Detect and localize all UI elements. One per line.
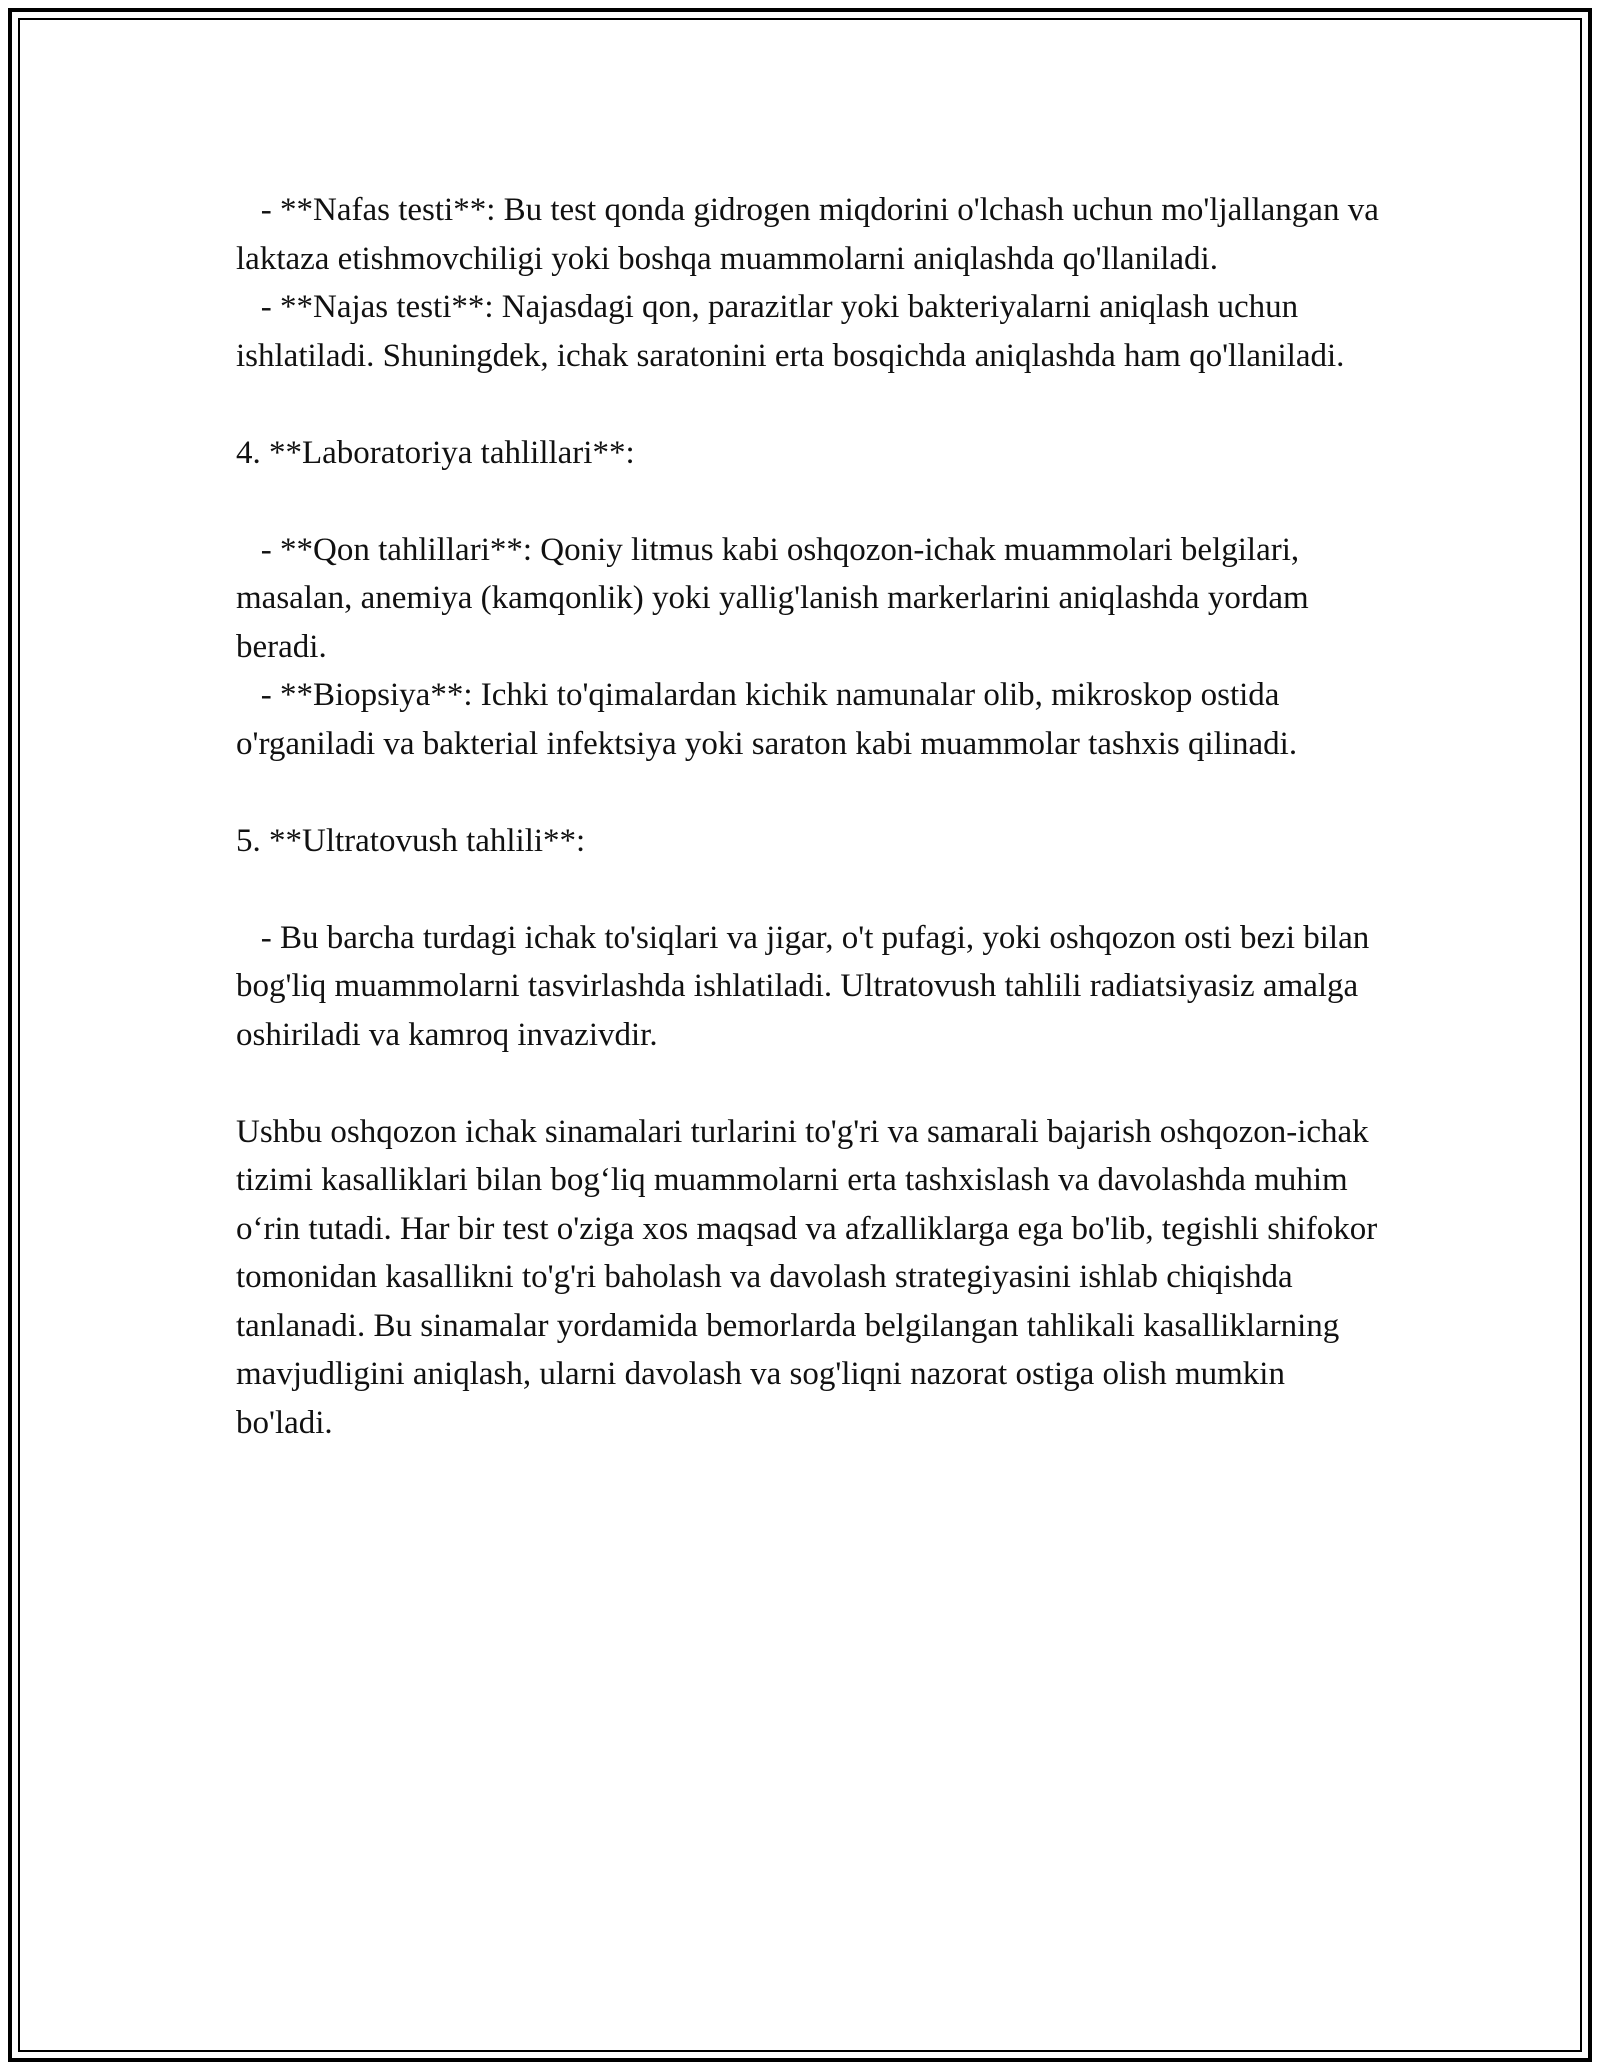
paragraph-qon-tahlillari: - **Qon tahlillari**: Qoniy litmus kabi oshqozon-ichak muammolari belgilari, masalan, anemiya (kamqonlik) yoki yallig'lanish markerlarini aniqlashda yordam beradi. [236,531,1317,665]
spacer [236,1059,1386,1108]
spacer [236,768,1386,817]
paragraph-conclusion: Ushbu oshqozon ichak sinamalari turlarini to'g'ri va samarali bajarish oshqozon-ichak tizimi kasalliklari bilan bog‘liq muammolarni erta tashxislash va davolashda muhim o‘rin tutadi. Har bir test o'ziga xos maqsad va afzalliklarga ega bo'lib, tegishli shifokor tomonidan kasallikni to'g'ri baholash va davolash strategiyasini ishlab chiqishda tanlanadi. Bu sinamalar yordamida bemorlarda belgilangan tahlikali kasalliklarning mavjudligini aniqlash, ularni davolash va sog'liqni nazorat ostiga olish mumkin bo'ladi. [236,1113,1386,1441]
spacer [236,477,1386,526]
paragraph-biopsiya: - **Biopsiya**: Ichki to'qimalardan kichik namunalar olib, mikroskop ostida o'rganiladi va bakterial infektsiya yoki saraton kabi muammolar tashxis qilinadi. [236,677,1298,762]
document-body [236,186,1386,1447]
spacer [236,865,1386,914]
heading-laboratoriya-tahlillari: 4. **Laboratoriya tahlillari**: [236,434,635,471]
paragraph-nafas-testi: - **Nafas testi**: Bu test qonda gidrogen miqdorini o'lchash uchun mo'ljallangan va laktaza etishmovchiligi yoki boshqa muammolarni aniqlashda qo'llaniladi. [236,192,1388,277]
spacer [236,380,1386,429]
heading-ultratovush-tahlili: 5. **Ultratovush tahlili**: [236,822,586,859]
paragraph-najas-testi: - **Najas testi**: Najasdagi qon, parazitlar yoki bakteriyalarni aniqlash uchun ishlatiladi. Shuningdek, ichak saratonini erta bosqichda aniqlashda ham qo'llaniladi. [236,289,1345,374]
paragraph-ultratovush: - Bu barcha turdagi ichak to'siqlari va jigar, o't pufagi, yoki oshqozon osti bezi bilan bog'liq muammolarni tasvirlashda ishlatiladi. Ultratovush tahlili radiatsiyasiz amalga oshiriladi va kamroq invazivdir. [236,919,1378,1053]
